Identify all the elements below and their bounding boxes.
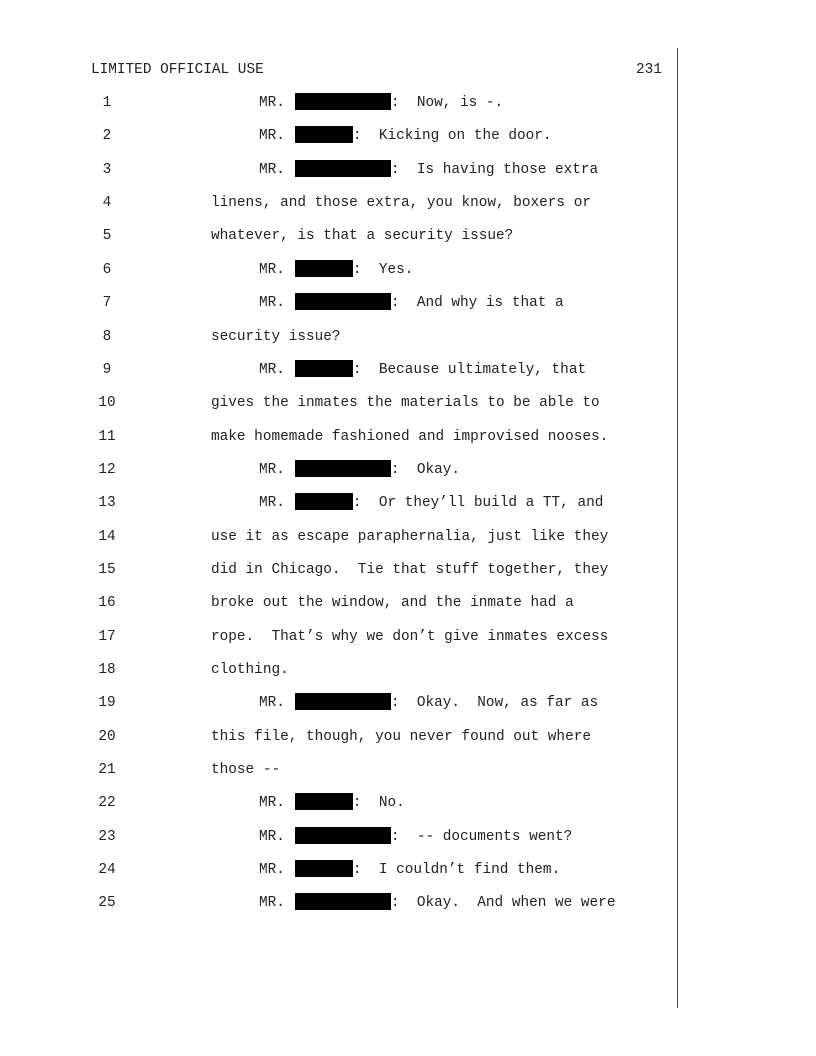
transcript-line [0,193,700,213]
transcript-line [0,860,700,880]
speaker-line [259,893,615,913]
line-number: 15 [98,561,116,578]
transcript-line [0,760,700,780]
speech-text: rope. That’s why we don’t give inmates excess [211,628,609,645]
line-number: 16 [98,595,116,612]
speech-text: broke out the window, and the inmate had a [211,595,574,612]
speaker-line [259,693,598,713]
redacted-name-block [295,893,391,910]
speaker-line [259,160,598,180]
redacted-name-block [295,493,353,510]
speaker-line [259,93,503,113]
speaker-prefix: MR. [259,361,285,378]
transcript-line [0,493,700,513]
speech-text: : Because ultimately, that [352,361,587,378]
continuation-line [211,327,341,347]
speaker-line [259,493,603,513]
redacted-name-block [295,260,353,277]
transcript-line [0,593,700,613]
speaker-prefix: MR. [259,95,285,111]
continuation-line [211,627,608,647]
speech-text: gives the inmates the materials to be able to [211,395,600,412]
transcript-line [0,727,700,747]
speech-text: whatever, is that a security issue? [211,228,514,245]
speech-text: : Okay. And when we were [390,895,616,912]
transcript-line [0,693,700,713]
line-number: 13 [98,495,116,512]
speech-text: : Okay. Now, as far as [390,695,599,712]
transcript-line [0,360,700,380]
speaker-prefix: MR. [259,828,285,845]
speech-text: security issue? [211,328,341,345]
line-number: 3 [102,161,112,178]
transcript-line [0,226,700,246]
continuation-line [211,393,600,413]
continuation-line [211,527,608,547]
speaker-prefix: MR. [259,161,285,178]
speech-text: : Yes. [352,261,414,278]
speech-text: linens, and those extra, you know, boxers or [211,195,591,212]
line-number: 7 [102,295,112,312]
line-number: 19 [98,695,116,712]
speech-text: clothing. [211,662,289,678]
speech-text: : Okay. [390,461,461,478]
redacted-name-block [295,293,391,310]
redacted-name-block [295,93,391,110]
transcript-line [0,627,700,647]
speech-text: use it as escape paraphernalia, just like they [211,528,609,545]
speaker-prefix: MR. [259,895,285,912]
speech-text: those -- [211,762,281,778]
line-number: 20 [98,728,116,745]
redacted-name-block [295,160,391,177]
speech-text: : Now, is -. [390,95,504,111]
continuation-line [211,660,289,680]
speaker-prefix: MR. [259,495,285,512]
speaker-prefix: MR. [259,461,285,478]
speaker-line [259,126,552,146]
line-number: 25 [98,895,116,912]
continuation-line [211,226,513,246]
transcript-line [0,460,700,480]
continuation-line [211,593,574,613]
transcript-line [0,660,700,680]
transcript-line [0,560,700,580]
transcript-line [0,527,700,547]
page-number: 231 [636,62,662,78]
speaker-prefix: MR. [259,695,285,712]
speaker-prefix: MR. [259,261,285,278]
transcript-line [0,160,700,180]
transcript-line [0,893,700,913]
speech-text: : No. [352,795,405,812]
continuation-line [211,193,591,213]
speaker-prefix: MR. [259,795,285,812]
speaker-prefix: MR. [259,128,285,145]
speech-text: : Or they’ll build a TT, and [352,495,604,512]
redacted-name-block [295,693,391,710]
classification-header: LIMITED OFFICIAL USE [91,62,264,78]
speech-text: : Kicking on the door. [352,128,552,145]
redacted-name-block [295,827,391,844]
speech-text: : I couldn’t find them. [352,862,561,879]
redacted-name-block [295,360,353,377]
line-number: 23 [98,828,116,845]
line-number: 18 [98,662,116,678]
speaker-line [259,360,586,380]
transcript-line [0,327,700,347]
redacted-name-block [295,793,353,810]
continuation-line [211,560,608,580]
speech-text: this file, though, you never found out where [211,728,591,745]
continuation-line [211,427,608,447]
speech-text: : And why is that a [390,295,564,312]
speech-text: make homemade fashioned and improvised nooses. [211,428,609,445]
transcript-line [0,393,700,413]
line-number: 6 [102,261,112,278]
speaker-line [259,260,413,280]
transcript-line [0,126,700,146]
line-number: 1 [102,95,112,111]
redacted-name-block [295,126,353,143]
continuation-line [211,727,591,747]
transcript-line [0,427,700,447]
speech-text: did in Chicago. Tie that stuff together, they [211,561,609,578]
line-number: 8 [102,328,112,345]
redacted-name-block [295,460,391,477]
continuation-line [211,760,280,780]
line-number: 11 [98,428,116,445]
redacted-name-block [295,860,353,877]
speaker-line [259,793,405,813]
speaker-prefix: MR. [259,295,285,312]
line-number: 24 [98,862,116,879]
line-number: 4 [102,195,112,212]
transcript-line [0,260,700,280]
line-number: 9 [102,361,112,378]
speaker-line [259,293,564,313]
transcript-line [0,93,700,113]
line-number: 2 [102,128,112,145]
speaker-prefix: MR. [259,862,285,879]
speaker-line [259,460,460,480]
transcript-line [0,793,700,813]
line-number: 17 [98,628,116,645]
speech-text: : Is having those extra [390,161,599,178]
line-number: 10 [98,395,116,412]
line-number: 21 [98,762,116,778]
line-number: 22 [98,795,116,812]
line-number: 12 [98,461,116,478]
speaker-line [259,860,560,880]
line-number: 14 [98,528,116,545]
transcript-line [0,827,700,847]
speaker-line [259,827,572,847]
transcript-line [0,293,700,313]
speech-text: : -- documents went? [390,828,573,845]
line-number: 5 [102,228,112,245]
